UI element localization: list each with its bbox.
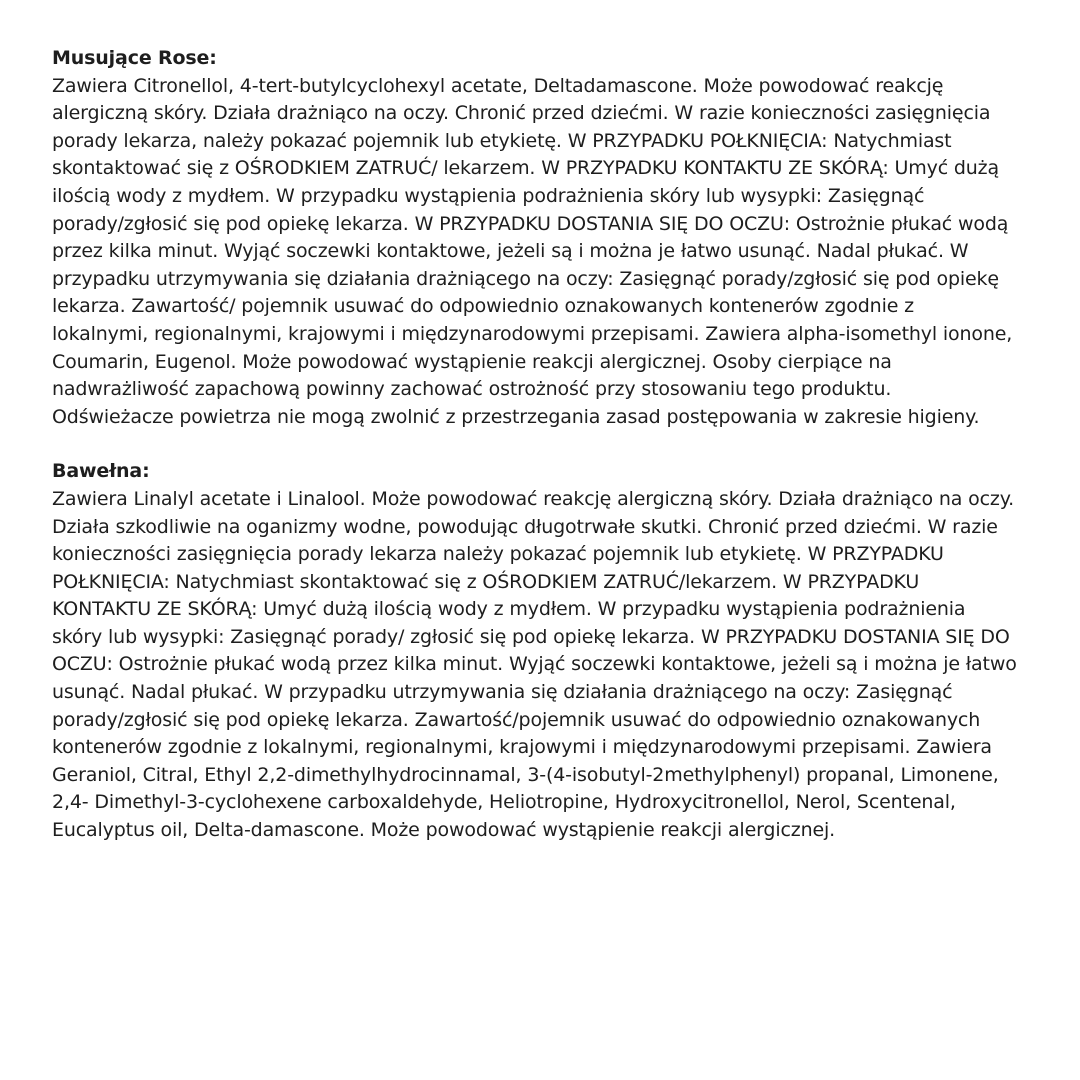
section-text (52, 486, 1040, 845)
text-line: lekarza. Zawartość/ pojemnik usuwać do odpowiednio oznakowanych kontenerów zgodnie z (52, 295, 914, 318)
text-line: Eucalyptus oil, Delta-damascone. Może powodować wystąpienie reakcji alergicznej. (52, 819, 836, 842)
text-line: porady/zgłosić się pod opiekę lekarza. Zawartość/pojemnik usuwać do odpowiednio oznakowanych (52, 708, 981, 731)
section-title: Bawełna: (52, 460, 150, 483)
text-line: nadwrażliwość zapachową powinny zachować ostrożność przy stosowaniu tego produktu. (52, 378, 892, 401)
text-line: porady lekarza, należy pokazać pojemnik lub etykietę. W PRZYPADKU POŁKNIĘCIA: Natychmiast (52, 129, 952, 152)
text-line: Zawiera Linalyl acetate i Linalool. Może powodować reakcję alergiczną skóry. Działa drażniąco na oczy. (52, 487, 1015, 510)
section-musujace-rose (52, 45, 1040, 431)
text-line: alergiczną skóry. Działa drażniąco na oczy. Chronić przed dziećmi. W razie konieczności zasięgnięcia (52, 102, 991, 125)
text-line: Działa szkodliwie na oganizmy wodne, powodując długotrwałe skutki. Chronić przed dziećmi. W razie (52, 515, 998, 538)
section-bawelna (52, 458, 1040, 844)
text-line: KONTAKTU ZE SKÓRĄ: Umyć dużą ilością wody z mydłem. W przypadku wystąpienia podrażnienia (52, 598, 966, 621)
text-line: usunąć. Nadal płukać. W przypadku utrzymywania się działania drażniącego na oczy: Zasięgnąć (52, 681, 953, 704)
section-title: Musujące Rose: (52, 47, 217, 69)
text-line: skóry lub wysypki: Zasięgnąć porady/ zgłosić się pod opiekę lekarza. W PRZYPADKU DOSTANIA SIĘ DO (52, 625, 1010, 648)
text-line: porady/zgłosić się pod opiekę lekarza. W PRZYPADKU DOSTANIA SIĘ DO OCZU: Ostrożnie płukać wodą (52, 212, 1009, 235)
text-line: Zawiera Citronellol, 4-tert-butylcyclohexyl acetate, Deltadamascone. Może powodować reakcję (52, 74, 944, 97)
text-line: ilością wody z mydłem. W przypadku wystąpienia podrażnienia skóry lub wysypki: Zasięgnąć (52, 184, 925, 207)
text-line: POŁKNIĘCIA: Natychmiast skontaktować się z OŚRODKIEM ZATRUĆ/lekarzem. W PRZYPADKU (52, 570, 920, 593)
text-line: Coumarin, Eugenol. Może powodować wystąpienie reakcji alergicznej. Osoby cierpiące na (52, 350, 892, 373)
text-line: lokalnymi, regionalnymi, krajowymi i międzynarodowymi przepisami. Zawiera alpha-isomethyl ionone, (52, 322, 1013, 345)
text-line: Odświeżacze powietrza nie mogą zwolnić z przestrzegania zasad postępowania w zakresie higieny. (52, 405, 980, 428)
text-line: konieczności zasięgnięcia porady lekarza należy pokazać pojemnik lub etykietę. W PRZYPADKU (52, 543, 944, 566)
text-line: przypadku utrzymywania się działania drażniącego na oczy: Zasięgnąć porady/zgłosić się pod opiekę (52, 267, 999, 290)
section-text (52, 73, 1040, 432)
text-line: skontaktować się z OŚRODKIEM ZATRUĆ/ lekarzem. W PRZYPADKU KONTAKTU ZE SKÓRĄ: Umyć dużą (52, 157, 999, 180)
text-line: przez kilka minut. Wyjąć soczewki kontaktowe, jeżeli są i można je łatwo usunąć. Nadal płukać. W (52, 240, 969, 263)
text-line: OCZU: Ostrożnie płukać wodą przez kilka minut. Wyjąć soczewki kontaktowe, jeżeli są i można je łatwo (52, 653, 1017, 676)
text-line: 2,4- Dimethyl-3-cyclohexene carboxaldehyde, Heliotropine, Hydroxycitronellol, Nerol, Scentenal, (52, 791, 956, 814)
text-line: Geraniol, Citral, Ethyl 2,2-dimethylhydrocinnamal, 3-(4-isobutyl-2methylphenyl) propanal, Limonene, (52, 763, 999, 786)
text-line: kontenerów zgodnie z lokalnymi, regionalnymi, krajowymi i międzynarodowymi przepisami. Zawiera (52, 736, 992, 759)
